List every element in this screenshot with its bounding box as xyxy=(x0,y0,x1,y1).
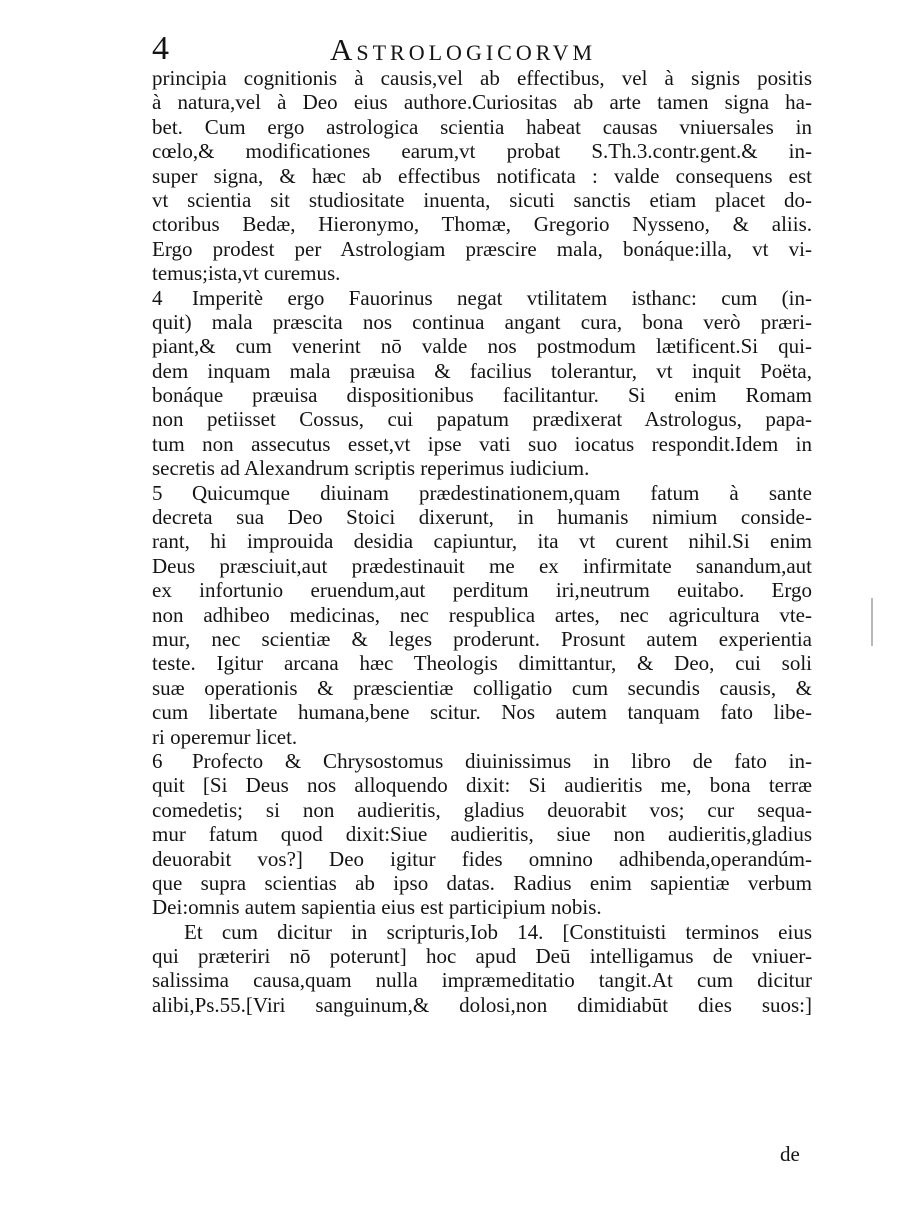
text-line xyxy=(152,871,812,895)
body-text xyxy=(152,66,812,1017)
text-line xyxy=(152,310,812,334)
line-text: principia cognitionis à causis,vel ab effectibus, vel à signis positis xyxy=(152,66,812,90)
text-line xyxy=(152,188,812,212)
line-text: à natura,vel à Deo eius authore.Curiositas ab arte tamen signa ha- xyxy=(152,90,812,115)
text-line xyxy=(152,968,812,992)
text-line xyxy=(152,529,812,553)
text-line xyxy=(152,920,812,944)
line-text: super signa, & hæc ab effectibus notificata : valde consequens est xyxy=(152,163,812,188)
line-text: ctoribus Bedæ, Hieronymo, Thomæ, Gregorio Nysseno, & aliis. xyxy=(152,212,812,237)
text-line xyxy=(152,847,812,871)
text-line xyxy=(152,651,812,675)
text-line xyxy=(152,66,812,90)
page-header xyxy=(152,28,812,68)
text-line xyxy=(152,481,812,505)
text-line xyxy=(152,603,812,627)
line-text: suæ operationis & præscientiæ colligatio cum secundis causis, & xyxy=(152,675,812,700)
line-text: quit) mala præscita nos continua angant cura, bona verò præri- xyxy=(152,309,812,334)
text-line xyxy=(152,237,812,261)
line-text: non adhibeo medicinas, nec respublica artes, nec agricultura vte- xyxy=(152,602,812,627)
line-text: Ergo prodest per Astrologiam præscire mala, bonáque:illa, vt vi- xyxy=(152,236,812,261)
text-line xyxy=(152,798,812,822)
text-line xyxy=(152,90,812,114)
line-text: mur fatum quod dixit:Siue audieritis, siue non audieritis,gladius xyxy=(152,822,812,847)
line-text: cum libertate humana,bene scitur. Nos autem tanquam fato libe- xyxy=(152,700,812,725)
text-line xyxy=(152,359,812,383)
line-text: cœlo,& modificationes earum,vt probat S.Th.3.contr.gent.& in- xyxy=(152,139,812,164)
text-line xyxy=(152,456,812,480)
line-text: alibi,Ps.55.[Viri sanguinum,& dolosi,non dimidiabūt dies suos:] xyxy=(152,992,812,1017)
line-text: Dei:omnis autem sapientia eius est participium nobis. xyxy=(152,895,602,920)
line-text: salissima causa,quam nulla impræmeditatio tangit.At cum dicitur xyxy=(152,968,812,993)
text-line xyxy=(152,334,812,358)
line-text: ex infortunio eruendum,aut perditum iri,neutrum euitabo. Ergo xyxy=(152,578,812,603)
line-text: piant,& cum venerint nō valde nos postmodum lætificent.Si qui- xyxy=(152,334,812,359)
text-line xyxy=(152,944,812,968)
line-text: temus;ista,vt curemus. xyxy=(152,261,341,286)
line-text: Imperitè ergo Fauorinus negat vtilitatem isthanc: cum (in- xyxy=(192,285,812,310)
text-line xyxy=(152,993,812,1017)
text-line xyxy=(152,773,812,797)
text-line xyxy=(152,895,812,919)
text-line xyxy=(152,749,812,773)
line-text: que supra scientias ab ipso datas. Radius enim sapientiæ verbum xyxy=(152,870,812,895)
line-text: ri operemur licet. xyxy=(152,724,298,749)
text-line xyxy=(152,212,812,236)
line-text: Quicumque diuinam prædestinationem,quam fatum à sante xyxy=(192,480,812,505)
text-line xyxy=(152,627,812,651)
line-text: vt scientia sit studiositate inuenta, sicuti sanctis etiam placet do- xyxy=(152,187,812,212)
text-line xyxy=(152,407,812,431)
text-line xyxy=(152,725,812,749)
line-text: quit [Si Deus nos alloquendo dixit: Si audieritis me, bona terræ xyxy=(152,773,812,798)
line-text: teste. Igitur arcana hæc Theologis dimittantur, & Deo, cui soli xyxy=(152,651,812,676)
line-text: comedetis; si non audieritis, gladius deuorabit vos; cur sequa- xyxy=(152,797,812,822)
line-text: Deus præsciuit,aut prædestinauit me ex infirmitate sanandum,aut xyxy=(152,553,812,578)
text-line xyxy=(152,261,812,285)
line-text: deuorabit vos?] Deo igitur fides omnino adhibenda,operandúm- xyxy=(152,846,812,871)
text-line xyxy=(152,139,812,163)
line-text: Profecto & Chrysostomus diuinissimus in libro de fato in- xyxy=(192,748,812,773)
text-line xyxy=(152,554,812,578)
text-line xyxy=(152,700,812,724)
text-line xyxy=(152,505,812,529)
line-text: mur, nec scientiæ & leges proderunt. Prosunt autem experientia xyxy=(152,626,812,651)
catchword: de xyxy=(780,1142,800,1166)
text-line xyxy=(152,676,812,700)
text-line xyxy=(152,164,812,188)
paragraph-number: 4 xyxy=(152,285,163,310)
line-text: Et cum dicitur in scripturis,Iob 14. [Constituisti terminos eius xyxy=(184,919,812,944)
text-line xyxy=(152,115,812,139)
margin-mark xyxy=(871,598,873,646)
line-text: tum non assecutus esset,vt ipse vati suo iocatus respondit.Idem in xyxy=(152,431,812,456)
line-text: bonáque præuisa dispositionibus facilitantur. Si enim Romam xyxy=(152,383,812,408)
line-text: rant, hi improuida desidia capiuntur, ita vt curent nihil.Si enim xyxy=(152,529,812,554)
running-title: Astrologicorvm xyxy=(330,32,597,67)
paragraph-number: 5 xyxy=(152,480,163,505)
text-line xyxy=(152,383,812,407)
text-line xyxy=(152,822,812,846)
text-line xyxy=(152,432,812,456)
line-text: bet. Cum ergo astrologica scientia habeat causas vniuersales in xyxy=(152,114,812,139)
line-text: non petiisset Cossus, cui papatum prædixerat Astrologus, papa- xyxy=(152,407,812,432)
text-line xyxy=(152,286,812,310)
line-text: secretis ad Alexandrum scriptis reperimus iudicium. xyxy=(152,456,590,481)
paragraph-number: 6 xyxy=(152,748,163,773)
line-text: decreta sua Deo Stoici dixerunt, in humanis nimium conside- xyxy=(152,505,812,530)
line-text: dem inquam mala præuisa & facilius tolerantur, vt inquit Poëta, xyxy=(152,358,812,383)
text-line xyxy=(152,578,812,602)
line-text: qui præteriri nō poterunt] hoc apud Deū intelligamus de vniuer- xyxy=(152,944,812,969)
page-number: 4 xyxy=(152,30,169,67)
